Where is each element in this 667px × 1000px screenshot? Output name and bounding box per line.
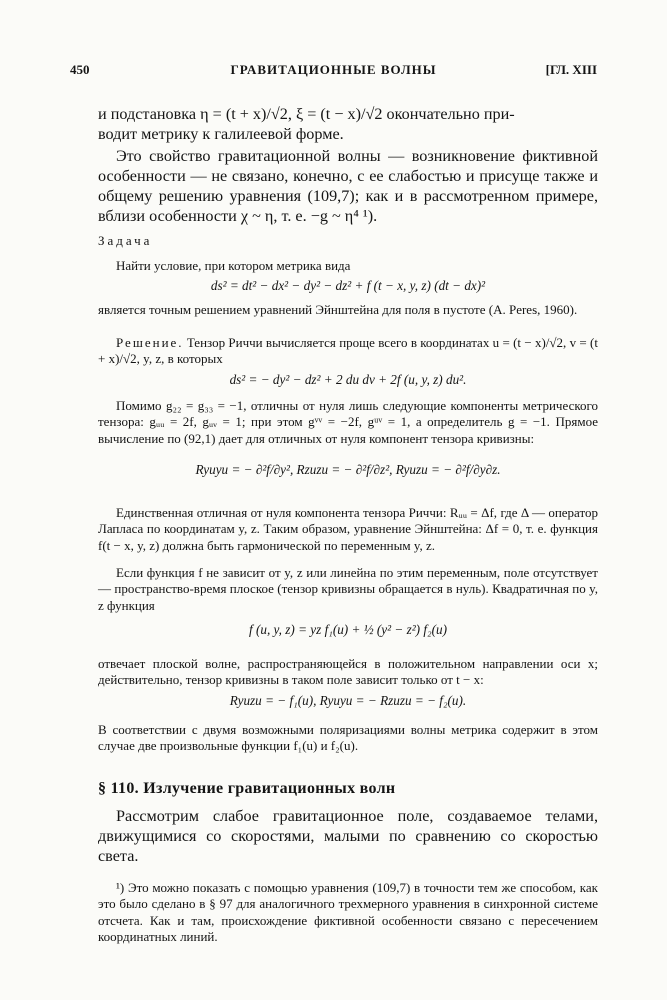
chapter-label: [ГЛ. XIII	[545, 62, 597, 77]
equation-4	[98, 622, 598, 638]
section-heading	[98, 780, 598, 798]
section-text: Рассмотрим слабое гравитационное поле, создаваемое телами, движущимися со скоростями, малыми по сравнению со скоростью света.	[98, 807, 598, 865]
problem-text-3	[98, 505, 598, 554]
problem-text-2-content: Помимо g₂₂ = g₃₃ = −1, отличны от нуля лишь следующие компоненты метрического тензора: gᵤᵤ = 2f, gᵤᵥ = 1; при этом gᵛᵛ = −2f, gᵘᵛ = 1, а определитель g = −1. Прямое вычисление по (92,1) дает для отличных от нуля компонент тензора кривизны:	[98, 398, 598, 446]
problem-text-2	[98, 398, 598, 447]
equation-3-text: Ryuyu = − ∂²f/∂y², Rzuzu = − ∂²f/∂z², Ryuzu = − ∂²f/∂y∂z.	[195, 462, 501, 477]
problem-label: Задача	[98, 233, 153, 248]
equation-5-text: Ryuzu = − f₁(u), Ryuyu = − Rzuzu = − f₂(u).	[229, 693, 467, 708]
problem-statement-text: Найти условие, при котором метрика вида	[116, 258, 351, 273]
section-paragraph	[98, 806, 598, 866]
problem-text-6-content: В соответствии с двумя возможными поляризациями волны метрика содержит в этом случае две произвольные функции f₁(u) и f₂(u).	[98, 722, 598, 754]
problem-text-5-content: отвечает плоской волне, распространяющейся в положительном направлении оси x; действительно, тензор кривизны в таком поле зависит только от t − x:	[98, 656, 598, 688]
problem-text-6	[98, 722, 598, 755]
solution-block	[98, 335, 598, 368]
solution-text: Тензор Риччи вычисляется проще всего в координатах u = (t − x)/√2, v = (t + x)/√2, y, z, в которых	[98, 335, 598, 367]
equation-4-text: f (u, y, z) = yz f₁(u) + ½ (y² − z²) f₂(u)	[249, 622, 447, 637]
problem-heading	[98, 233, 598, 249]
footnote	[98, 880, 598, 945]
equation-5	[98, 693, 598, 709]
metric-equation	[98, 278, 598, 294]
running-title: ГРАВИТАЦИОННЫЕ ВОЛНЫ	[230, 62, 437, 77]
equation-2-text: ds² = − dy² − dz² + 2 du dv + 2f (u, y, z) du².	[229, 372, 467, 387]
footnote-text: ¹) Это можно показать с помощью уравнения (109,7) в точности тем же способом, как это было сделано в § 97 для аналогичного трехмерного уравнения в синхронной системе отсчета. Как и там, происхождение фиктивной особенности связано с пересечением координатных линий.	[98, 880, 598, 944]
problem-text-1	[98, 302, 598, 318]
paragraph-2-text: Это свойство гравитационной волны — возникновение фиктивной особенности — не связано, конечно, с ее слабостью и присуще также и общему решению уравнения (109,7); как и в рассмотренном примере, вблизи особенности χ ~ η, т. е. −g ~ η⁴ ¹).	[98, 147, 598, 225]
page-number: 450	[70, 62, 90, 77]
equation-3	[98, 462, 598, 478]
problem-text-4-content: Если функция f не зависит от y, z или линейна по этим переменным, поле отсутствует — пространство-время плоское (тензор кривизны обращается в нуль). Квадратичная по y, z функция	[98, 565, 598, 613]
paragraph-2	[98, 146, 598, 226]
paragraph-1-line-2: водит метрику к галилеевой форме.	[98, 125, 344, 143]
equation-2	[98, 372, 598, 388]
problem-text-1-content: является точным решением уравнений Эйнштейна для поля в пустоте (A. Peres, 1960).	[98, 302, 578, 317]
metric-equation-text: ds² = dt² − dx² − dy² − dz² + f (t − x, y, z) (dt − dx)²	[210, 278, 486, 293]
paragraph-1-line-1: и подстановка η = (t + x)/√2, ξ = (t − x)/√2 окончательно при-	[98, 105, 515, 123]
page-header	[70, 62, 597, 82]
problem-text-5	[98, 656, 598, 689]
problem-text-3-content: Единственная отличная от нуля компонента тензора Риччи: Rᵤᵤ = Δf, где Δ — оператор Лапласа по координатам y, z. Таким образом, уравнение Эйнштейна: Δf = 0, т. е. функция f(t − x, y, z) должна быть гармонической по переменным y, z.	[98, 505, 598, 553]
solution-label: Решение.	[116, 335, 184, 350]
problem-statement	[98, 258, 598, 274]
paragraph-1	[98, 104, 598, 144]
problem-text-4	[98, 565, 598, 614]
section-title: § 110. Излучение гравитационных волн	[98, 780, 396, 797]
